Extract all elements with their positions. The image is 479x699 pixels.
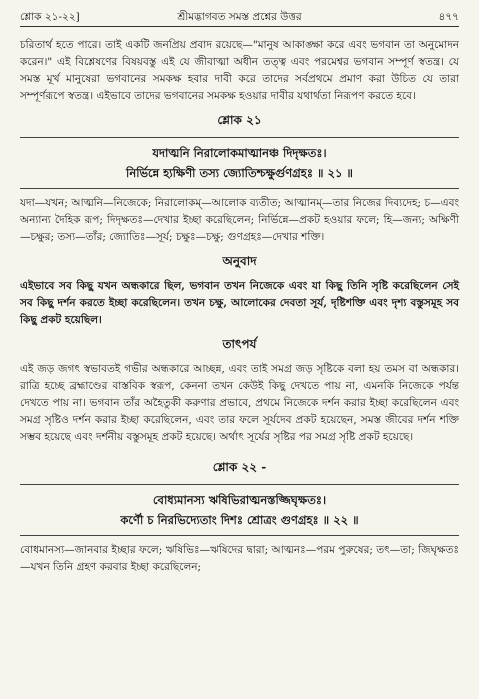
verse21-line2: নির্ভিন্নে হ্যক্ষিণী তস্য জ্যোতিশ্চক্ষুর্গুণগ্রহঃ ॥ ২১ ॥ [126, 166, 353, 180]
verse21-synonyms: যদা—যখন; আত্মনি—নিজেকে; নিরালোকম্—আলোক ব্যতীত; আত্মানম্—তার নিজের দিব্যদেহ; চ—এবং অন্যান্য দৈহিক রূপ; দিদৃক্ষতঃ—দেখার ইচ্ছা করেছিলেন; নির্ভিন্নে—প্রকট হওয়ার ফলে; হি—জন্য; অক্ষিণী—চক্ষুর; তস্য—তাঁর; জ্যোতিঃ—সূর্য; চক্ষুঃ—চক্ষু; গুণগ্রহঃ—দেখার শক্তি। [20, 197, 459, 243]
verse21-line1: যদাত্মনি নিরালোকমাত্মানঞ্চ দিদৃক্ষতঃ। [152, 146, 327, 160]
verse21-heading: শ্লোক ২১ [217, 113, 262, 127]
header-verse-range: শ্লোক ২১-২২] [20, 11, 80, 23]
purport-heading: তাৎপর্য [222, 337, 257, 351]
page-number: ৪৭৭ [438, 11, 459, 23]
verse21-sanskrit [20, 137, 459, 189]
verse22-synonyms: বোধমানস্য—জানবার ইচ্ছার ফলে; ঋষিভিঃ—ঋষিদের দ্বারা; আত্মনঃ—পরম পুরুষের; তৎ—তা; জিঘৃক্ষতঃ—যখন তিনি গ্রহণ করবার ইচ্ছা করেছিলেন; [20, 544, 459, 573]
verse22-line2: কর্ণৌ চ নিরভিদ্যেতাং দিশঃ শ্রোত্রং গুণগ্রহঃ ॥ ২২ ॥ [120, 513, 359, 527]
page-header [20, 10, 459, 27]
verse21-purport: এই জড় জগৎ স্বভাবতই গভীর অন্ধকারে আচ্ছন্ন, এবং তাই সমগ্র জড় সৃষ্টিকে বলা হয় তমস বা অন্ধকার। রাত্রি হচ্ছে ব্রহ্মাণ্ডের বাস্তবিক স্বরূপ, কেননা তখন কেউই কিছু দেখতে পায় না, এমনকি নিজেকে পর্যন্ত দেখতে পায় না। ভগবান তাঁর অহৈতুকী করুণার প্রভাবে, প্রথমে নিজেকে দর্শন করার ইচ্ছা করেছিলেন এবং সমগ্র সৃষ্টিও দর্শন করার ইচ্ছা করেছিলেন, এবং তার ফলে সূর্যদেব প্রকট হয়েছেন, সমস্ত জীবের দর্শন শক্তি সম্ভব হয়েছে এবং দর্শনীয় বস্তুসমূহ প্রকট হয়েছে। অর্থাৎ সূর্যের সৃষ্টির পর সমগ্র সৃষ্টি প্রকট হয়েছে। [20, 363, 459, 443]
verse22-heading: শ্লোক ২২ - [212, 460, 267, 474]
intro-paragraph: চরিতার্থ হতে পারে। তাই একটি জনপ্রিয় প্রবাদ রয়েছে—"মানুষ আকাঙ্ক্ষা করে এবং ভগবান তা অনুমোদন করেন।" এই বিশ্লেষণের বিষয়বস্তু এই যে জীবাত্মা অধীন তত্ত্ব এবং পরমেশ্বর ভগবান সম্পূর্ণ স্বতন্ত্র। যে সমস্ত মূর্খ মানুষেরা ভগবানের সমকক্ষ হবার দাবী করে তাদের সর্বপ্রথমে প্রমাণ করা উচিত যে তারা সম্পূর্ণরূপে স্বতন্ত্র। এইভাবে তাদের ভগবানের সমকক্ষ হওয়ার দাবীর যথার্থতা নিরূপণ করতে হবে। [20, 39, 459, 102]
verse22-sanskrit [20, 484, 459, 536]
verse22-line1: বোধ্যমানস্য ঋষিভিরাত্মনস্তজ্জিঘৃক্ষতঃ। [152, 493, 327, 507]
verse21-translation: এইভাবে সব কিছু যখন অন্ধকারে ছিল, ভগবান তখন নিজেকে এবং যা কিছু তিনি সৃষ্টি করেছিলেন সেই সব কিছু দর্শন করতে ইচ্ছা করেছিলেন। তখন চক্ষু, আলোকের দেবতা সূর্য, দৃষ্টিশক্তি এবং দৃশ্য বস্তুসমূহ সব কিছু প্রকট হয়েছিল। [20, 280, 459, 326]
translation-heading: অনুবাদ [222, 254, 257, 268]
header-title: শ্রীমদ্ভাগবত সমস্ত প্রশ্নের উত্তর [177, 11, 302, 23]
